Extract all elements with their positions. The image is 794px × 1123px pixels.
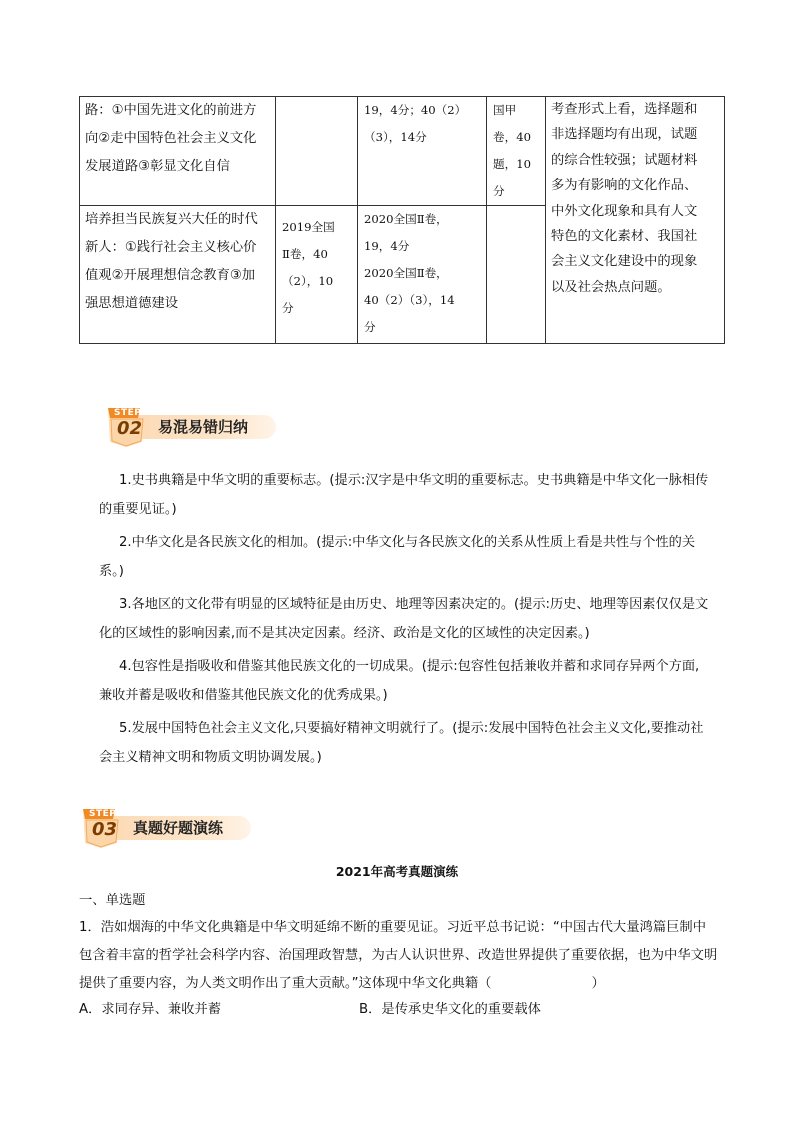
tip-item: 5.发展中国特色社会主义文化,只要搞好精神文明就行了。(提示:发展中国特色社会主义文化,要推动社会主义精神文明和物质文明协调发展。) — [99, 721, 704, 765]
cell-line: 2020全国Ⅱ卷， — [364, 266, 448, 280]
tip-item: 2.中华文化是各民族文化的相加。(提示:中华文化与各民族文化的关系从性质上看是共性与个性的关系。) — [99, 535, 696, 579]
cell-line: 会主义文化建设中的现象 — [551, 254, 698, 270]
cell-line: 题，10 — [493, 157, 531, 171]
cell-line: （3），14分 — [364, 130, 427, 144]
step-02-banner — [104, 406, 276, 450]
cell-line: Ⅱ卷，40 — [282, 247, 328, 261]
cell-line: 的综合性较强；试题材料 — [551, 152, 698, 168]
section-title: 易混易错归纳 — [158, 418, 249, 436]
cell-line: 新人：①践行社会主义核心价 — [85, 240, 257, 255]
step-number: 02 — [117, 418, 143, 439]
cell-line: 值观②开展理想信念教育③加 — [85, 268, 256, 283]
table-cell — [487, 97, 546, 206]
question-close: ） — [591, 976, 605, 991]
cell-line: 以及社会热点问题。 — [551, 279, 671, 295]
exam-analysis-table — [79, 96, 725, 344]
cell-line: 卷，40 — [493, 130, 531, 144]
table-cell — [358, 206, 487, 344]
cell-line: 中外文化现象和具有人文 — [551, 203, 698, 219]
cell-line: 2019全国 — [282, 220, 335, 234]
cell-line: 路：①中国先进文化的前进方 — [85, 103, 257, 118]
cell-line: 强思想道德建设 — [85, 296, 179, 311]
cell-line: 国甲 — [493, 103, 517, 117]
section-heading: 一、单选题 — [79, 893, 146, 908]
table-cell — [80, 206, 276, 344]
cell-line: 分 — [364, 320, 376, 334]
cell-line: 分 — [493, 184, 505, 198]
tip-item: 4.包容性是指吸收和借鉴其他民族文化的一切成果。(提示:包容性包括兼收并蓄和求同存异两个方面,兼收并蓄是吸收和借鉴其他民族文化的优秀成果。) — [99, 659, 700, 703]
table-cell — [487, 206, 546, 344]
option-a[interactable]: A．求同存异、兼收并蓄 — [79, 1002, 222, 1017]
cell-line: 特色的文化素材、我国社 — [551, 229, 698, 245]
tips-list — [99, 466, 711, 772]
cell-line: （2），10 — [282, 274, 334, 288]
cell-line: 向②走中国特色社会主义文化 — [85, 131, 257, 146]
cell-line: 非选择题均有出现，试题 — [551, 127, 698, 143]
cell-line: 分 — [282, 301, 294, 315]
cell-line: 培养担当民族复兴大任的时代 — [85, 212, 258, 227]
cell-line: 19，4分；40（2） — [364, 103, 467, 117]
cell-line: 40（2）（3），14 — [364, 293, 455, 307]
section-title: 真题好题演练 — [133, 819, 224, 837]
option-b[interactable]: B．是传承史华文化的重要载体 — [359, 1002, 541, 1017]
table-cell — [276, 97, 358, 206]
cell-line: 考查形式上看，选择题和 — [551, 102, 698, 117]
table-row — [80, 97, 725, 206]
step-label: STEP — [114, 408, 142, 418]
question-text: 1．浩如烟海的中华文化典籍是中华文明延绵不断的重要见证。习近平总书记说：“中国古代大量鸿篇巨制中包含着丰富的哲学社会科学内容、治国理政智慧，为古人认识世界、改造世界提供了重要依据，也为中华文明提供了重要内容，为人类文明作出了重大贡献。”这体现中华文化典籍（ — [79, 920, 718, 991]
step-label: STEP — [89, 809, 117, 819]
cell-line: 19，4分 — [364, 239, 410, 253]
table-cell — [80, 97, 276, 206]
exam-title: 2021年高考真题演练 — [335, 864, 459, 879]
cell-line: 2020全国Ⅱ卷， — [364, 212, 448, 226]
step-number: 03 — [92, 819, 118, 840]
step-03-banner — [79, 807, 251, 851]
table-cell — [276, 206, 358, 344]
cell-line: 发展道路③彰显文化自信 — [85, 159, 230, 174]
table-cell — [546, 97, 725, 344]
table-cell — [358, 97, 487, 206]
step-badge-icon — [79, 807, 123, 849]
step-badge-icon — [104, 406, 148, 448]
tip-item: 3.各地区的文化带有明显的区域特征是由历史、地理等因素决定的。(提示:历史、地理等因素仅仅是文化的区域性的影响因素,而不是其决定因素。经济、政治是文化的区域性的决定因素。) — [99, 597, 709, 641]
question-1 — [79, 914, 719, 998]
cell-line: 多为有影响的文化作品、 — [551, 178, 698, 194]
tip-item: 1.史书典籍是中华文明的重要标志。(提示:汉字是中华文明的重要标志。史书典籍是中华文化一脉相传的重要见证。) — [99, 473, 709, 517]
